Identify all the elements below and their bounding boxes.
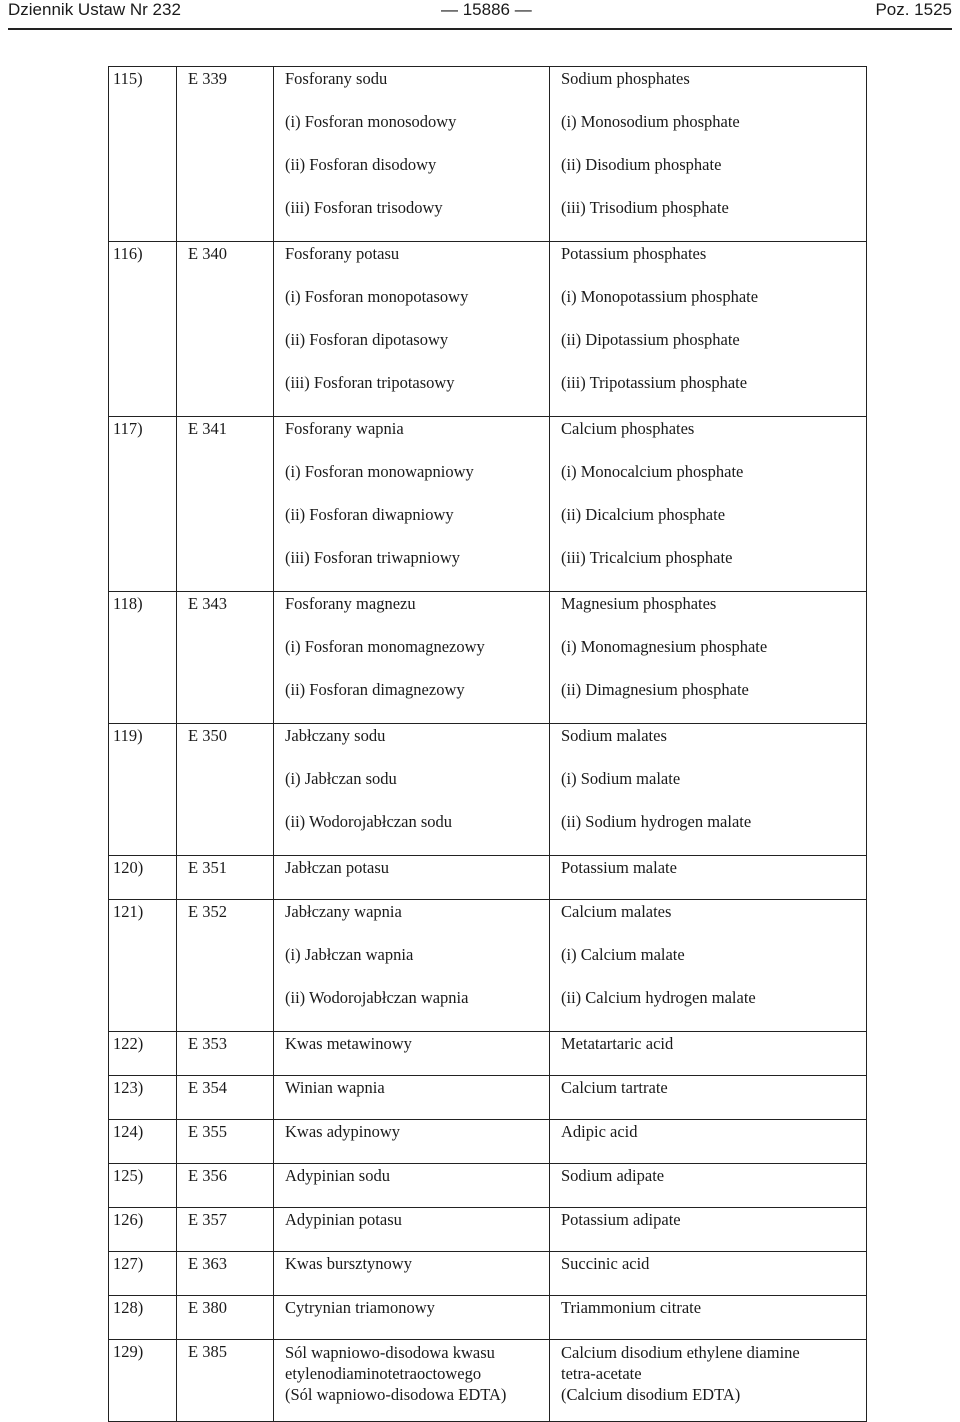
- english-name-cell: [550, 900, 867, 1032]
- table-row: [109, 592, 867, 724]
- e-number: [177, 1340, 274, 1422]
- e-number-text: E 363: [188, 1254, 227, 1273]
- english-name-cell: [550, 1076, 867, 1120]
- polish-group-name: Adypinian potasu: [285, 1210, 402, 1229]
- english-name-cell: [550, 856, 867, 900]
- english-name-line: (Calcium disodium EDTA): [561, 1385, 741, 1404]
- english-variant-name: (iii) Tricalcium phosphate: [561, 548, 733, 567]
- polish-group-name: Fosforany magnezu: [285, 594, 416, 613]
- table-row: [109, 856, 867, 900]
- e-number-text: E 380: [188, 1298, 227, 1317]
- english-group-name: Triammonium citrate: [561, 1298, 702, 1317]
- entry-number: [109, 1296, 177, 1340]
- entry-number-text: 120): [113, 858, 144, 877]
- english-name-cell: [550, 67, 867, 242]
- polish-variant-name: (i) Fosforan monosodowy: [285, 112, 457, 131]
- english-variant-name: (ii) Sodium hydrogen malate: [561, 812, 752, 831]
- e-number-text: E 350: [188, 726, 227, 745]
- english-group-name: Sodium malates: [561, 726, 667, 745]
- entry-number-text: 125): [113, 1166, 144, 1185]
- table-row: [109, 1120, 867, 1164]
- table-row: [109, 1340, 867, 1422]
- e-number-text: E 355: [188, 1122, 227, 1141]
- position-number: Poz. 1525: [875, 0, 952, 19]
- table-row: [109, 242, 867, 417]
- journal-title: Dziennik Ustaw Nr 232: [8, 0, 181, 19]
- entry-number-text: 121): [113, 902, 144, 921]
- polish-variant-name: (i) Fosforan monowapniowy: [285, 462, 474, 481]
- english-variant-name: (iii) Trisodium phosphate: [561, 198, 729, 217]
- polish-name-cell: [274, 592, 550, 724]
- entry-number: [109, 1208, 177, 1252]
- polish-variant-name: (ii) Wodorojabłczan wapnia: [285, 988, 469, 1007]
- polish-group-name: Jabłczan potasu: [285, 858, 390, 877]
- entry-number-text: 122): [113, 1034, 144, 1053]
- table-row: [109, 1296, 867, 1340]
- entry-number-text: 126): [113, 1210, 144, 1229]
- e-number: [177, 1120, 274, 1164]
- polish-variant-name: (iii) Fosforan tripotasowy: [285, 373, 455, 392]
- english-variant-name: (ii) Calcium hydrogen malate: [561, 988, 756, 1007]
- english-variant-name: (i) Monosodium phosphate: [561, 112, 740, 131]
- polish-name-cell: [274, 242, 550, 417]
- english-group-name: Calcium tartrate: [561, 1078, 668, 1097]
- e-number-text: E 356: [188, 1166, 227, 1185]
- english-group-name: Succinic acid: [561, 1254, 650, 1273]
- english-name-line: Calcium disodium ethylene diamine: [561, 1343, 800, 1362]
- polish-variant-name: (ii) Wodorojabłczan sodu: [285, 812, 452, 831]
- e-number-text: E 353: [188, 1034, 227, 1053]
- e-number-text: E 341: [188, 419, 227, 438]
- table-row: [109, 417, 867, 592]
- additives-table-body: [109, 67, 867, 1422]
- english-variant-name: (i) Monopotassium phosphate: [561, 287, 759, 306]
- e-number-text: E 339: [188, 69, 227, 88]
- english-group-name: Sodium adipate: [561, 1166, 665, 1185]
- polish-name-cell: [274, 1120, 550, 1164]
- entry-number: [109, 592, 177, 724]
- e-number: [177, 856, 274, 900]
- entry-number: [109, 1120, 177, 1164]
- english-variant-name: (i) Monomagnesium phosphate: [561, 637, 768, 656]
- polish-group-name: Kwas adypinowy: [285, 1122, 401, 1141]
- polish-name-cell: [274, 1164, 550, 1208]
- entry-number: [109, 1340, 177, 1422]
- polish-group-name: Winian wapnia: [285, 1078, 385, 1097]
- entry-number-text: 118): [113, 594, 143, 613]
- english-group-name: Potassium adipate: [561, 1210, 681, 1229]
- polish-name-line: (Sól wapniowo-disodowa EDTA): [285, 1385, 507, 1404]
- entry-number: [109, 1164, 177, 1208]
- polish-group-name: Kwas metawinowy: [285, 1034, 412, 1053]
- entry-number: [109, 242, 177, 417]
- polish-group-name: Fosforany potasu: [285, 244, 400, 263]
- english-name-cell: [550, 1120, 867, 1164]
- english-name-cell: [550, 1252, 867, 1296]
- polish-group-name: Jabłczany sodu: [285, 726, 386, 745]
- english-name-cell: [550, 1208, 867, 1252]
- e-number-text: E 357: [188, 1210, 227, 1229]
- polish-name-cell: [274, 856, 550, 900]
- english-name-cell: [550, 242, 867, 417]
- english-group-name: Potassium malate: [561, 858, 677, 877]
- table-row: [109, 67, 867, 242]
- entry-number-text: 129): [113, 1342, 144, 1361]
- e-number: [177, 900, 274, 1032]
- e-number: [177, 242, 274, 417]
- english-variant-name: (i) Monocalcium phosphate: [561, 462, 744, 481]
- e-number: [177, 724, 274, 856]
- additives-table-wrap: [108, 66, 866, 1422]
- entry-number-text: 119): [113, 726, 143, 745]
- polish-name-cell: [274, 1340, 550, 1422]
- polish-variant-name: (ii) Fosforan disodowy: [285, 155, 437, 174]
- polish-name-cell: [274, 1208, 550, 1252]
- entry-number: [109, 417, 177, 592]
- table-row: [109, 724, 867, 856]
- e-number-text: E 343: [188, 594, 227, 613]
- e-number: [177, 67, 274, 242]
- entry-number: [109, 856, 177, 900]
- entry-number-text: 127): [113, 1254, 144, 1273]
- entry-number: [109, 900, 177, 1032]
- entry-number-text: 123): [113, 1078, 144, 1097]
- e-number-text: E 385: [188, 1342, 227, 1361]
- entry-number: [109, 724, 177, 856]
- english-name-cell: [550, 417, 867, 592]
- header-rule: [8, 28, 952, 30]
- english-group-name: Magnesium phosphates: [561, 594, 717, 613]
- english-group-name: Adipic acid: [561, 1122, 638, 1141]
- english-variant-name: (ii) Disodium phosphate: [561, 155, 722, 174]
- e-number: [177, 1208, 274, 1252]
- polish-group-name: Adypinian sodu: [285, 1166, 390, 1185]
- polish-variant-name: (ii) Fosforan diwapniowy: [285, 505, 454, 524]
- english-variant-name: (ii) Dicalcium phosphate: [561, 505, 726, 524]
- e-number: [177, 592, 274, 724]
- polish-group-name: Fosforany wapnia: [285, 419, 404, 438]
- entry-number: [109, 67, 177, 242]
- english-variant-name: (ii) Dimagnesium phosphate: [561, 680, 749, 699]
- e-number: [177, 1032, 274, 1076]
- page-number: — 15886 —: [441, 0, 532, 19]
- english-variant-name: (i) Sodium malate: [561, 769, 681, 788]
- entry-number-text: 116): [113, 244, 143, 263]
- e-number: [177, 1076, 274, 1120]
- polish-variant-name: (i) Jabłczan wapnia: [285, 945, 414, 964]
- entry-number: [109, 1252, 177, 1296]
- polish-variant-name: (i) Fosforan monomagnezowy: [285, 637, 485, 656]
- polish-name-cell: [274, 900, 550, 1032]
- english-name-cell: [550, 724, 867, 856]
- e-number-text: E 352: [188, 902, 227, 921]
- e-number-text: E 340: [188, 244, 227, 263]
- english-name-cell: [550, 1340, 867, 1422]
- e-number: [177, 417, 274, 592]
- e-number: [177, 1252, 274, 1296]
- additives-table: [108, 66, 867, 1422]
- polish-group-name: Cytrynian triamonowy: [285, 1298, 435, 1317]
- table-row: [109, 1252, 867, 1296]
- english-group-name: Calcium phosphates: [561, 419, 695, 438]
- english-name-line: tetra-acetate: [561, 1364, 642, 1383]
- polish-variant-name: (iii) Fosforan triwapniowy: [285, 548, 461, 567]
- page-header: [8, 0, 952, 22]
- entry-number-text: 128): [113, 1298, 144, 1317]
- entry-number-text: 115): [113, 69, 143, 88]
- polish-name-cell: [274, 724, 550, 856]
- english-group-name: Calcium malates: [561, 902, 672, 921]
- table-row: [109, 1208, 867, 1252]
- polish-name-cell: [274, 1076, 550, 1120]
- polish-name-cell: [274, 67, 550, 242]
- polish-name-cell: [274, 1032, 550, 1076]
- table-row: [109, 1032, 867, 1076]
- polish-variant-name: (i) Jabłczan sodu: [285, 769, 397, 788]
- polish-group-name: Kwas bursztynowy: [285, 1254, 412, 1273]
- english-name-cell: [550, 1032, 867, 1076]
- table-row: [109, 900, 867, 1032]
- entry-number: [109, 1032, 177, 1076]
- polish-variant-name: (i) Fosforan monopotasowy: [285, 287, 469, 306]
- table-row: [109, 1076, 867, 1120]
- polish-variant-name: (ii) Fosforan dimagnezowy: [285, 680, 465, 699]
- english-variant-name: (iii) Tripotassium phosphate: [561, 373, 748, 392]
- english-name-cell: [550, 1164, 867, 1208]
- english-group-name: Potassium phosphates: [561, 244, 707, 263]
- polish-name-line: etylenodiaminotetraoctowego: [285, 1364, 482, 1383]
- e-number: [177, 1164, 274, 1208]
- english-name-cell: [550, 592, 867, 724]
- english-group-name: Metatartaric acid: [561, 1034, 674, 1053]
- english-variant-name: (i) Calcium malate: [561, 945, 685, 964]
- polish-variant-name: (ii) Fosforan dipotasowy: [285, 330, 449, 349]
- e-number: [177, 1296, 274, 1340]
- table-row: [109, 1164, 867, 1208]
- e-number-text: E 354: [188, 1078, 227, 1097]
- e-number-text: E 351: [188, 858, 227, 877]
- polish-group-name: Fosforany sodu: [285, 69, 388, 88]
- polish-name-cell: [274, 1252, 550, 1296]
- entry-number: [109, 1076, 177, 1120]
- entry-number-text: 117): [113, 419, 143, 438]
- entry-number-text: 124): [113, 1122, 144, 1141]
- polish-name-line: Sól wapniowo-disodowa kwasu: [285, 1343, 495, 1362]
- english-name-cell: [550, 1296, 867, 1340]
- polish-variant-name: (iii) Fosforan trisodowy: [285, 198, 443, 217]
- english-group-name: Sodium phosphates: [561, 69, 690, 88]
- english-variant-name: (ii) Dipotassium phosphate: [561, 330, 740, 349]
- polish-name-cell: [274, 1296, 550, 1340]
- polish-name-cell: [274, 417, 550, 592]
- polish-group-name: Jabłczany wapnia: [285, 902, 402, 921]
